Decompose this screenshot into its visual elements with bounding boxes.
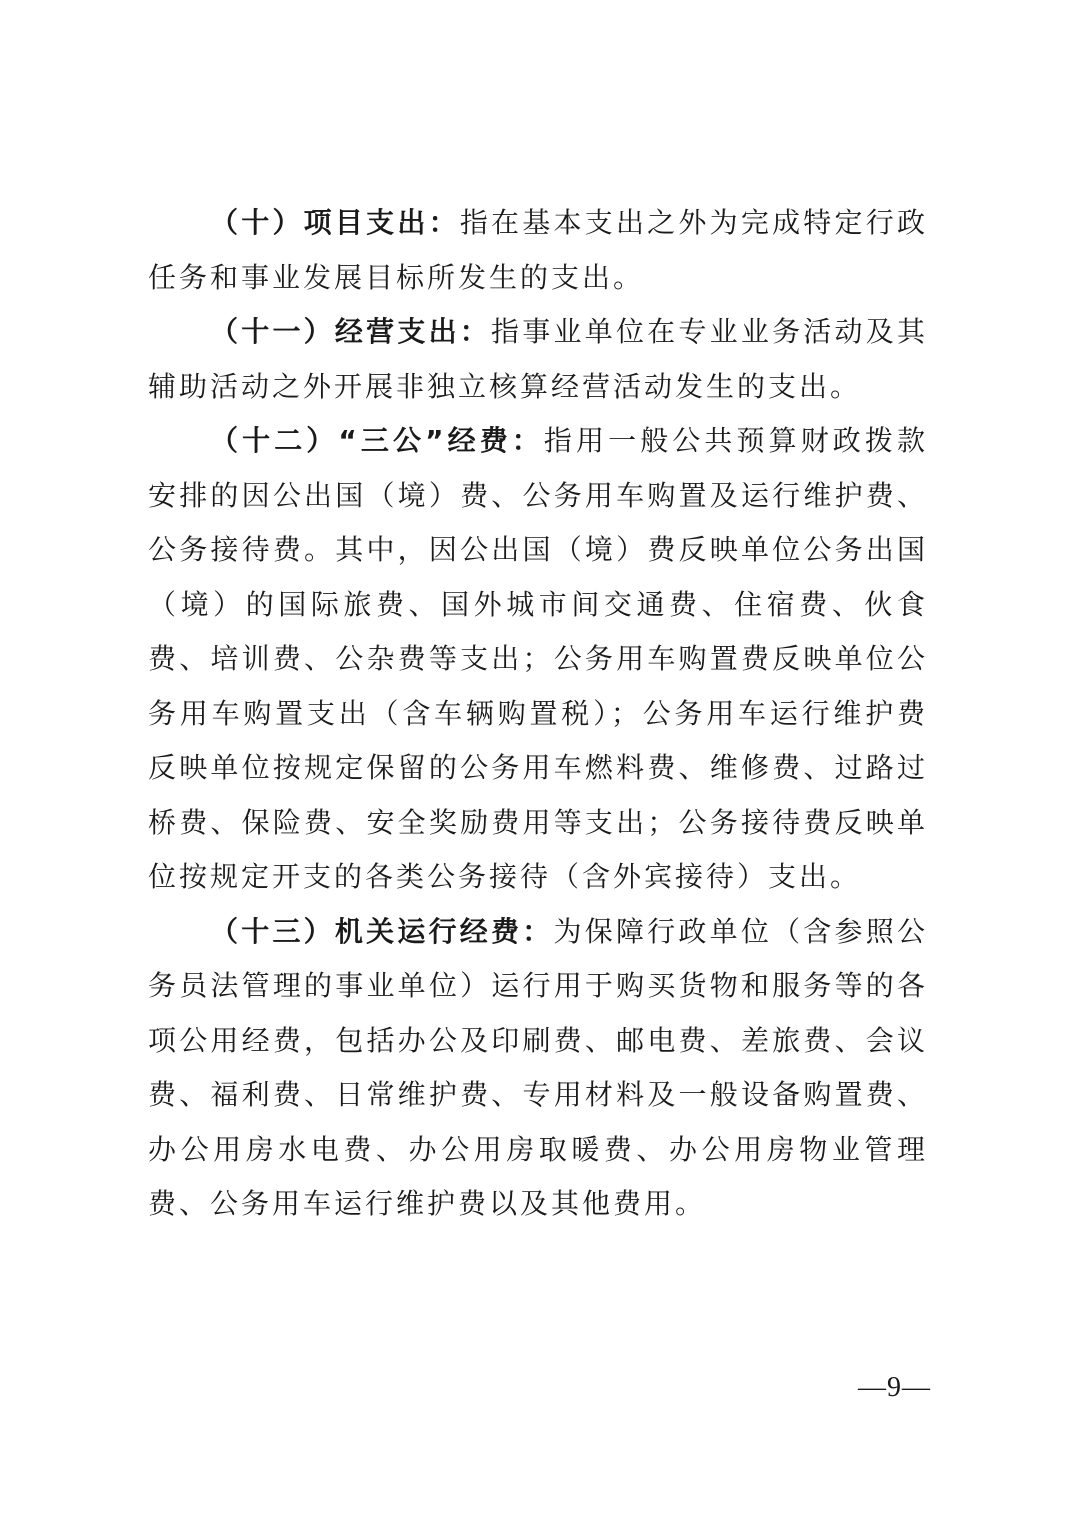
definition-agency-operating-funds: 为保障行政单位（含参照公务员法管理的事业单位）运行用于购买货物和服务等的各项公用经费，包括办公及印刷费、邮电费、差旅费、会议费、福利费、日常维护费、专用材料及一般设备购置费、办公用房水电费、办公用房取暖费、办公用房物业管理费、公务用车运行维护费以及其他费用。 — [148, 914, 928, 1220]
document-body — [148, 196, 928, 1232]
definition-operating-expenditure: 指事业单位在专业业务活动及其辅助活动之外开展非独立核算经营活动发生的支出。 — [148, 315, 928, 403]
paragraph-agency-operating-funds — [148, 905, 928, 1232]
definition-three-public-expenses: 指用一般公共预算财政拨款安排的因公出国（境）费、公务用车购置及运行维护费、公务接待费。其中，因公出国（境）费反映单位公务出国（境）的国际旅费、国外城市间交通费、住宿费、伙食费、培训费、公杂费等支出；公务用车购置费反映单位公务用车购置支出（含车辆购置税）；公务用车运行维护费反映单位按规定保留的公务用车燃料费、维修费、过路过桥费、保险费、安全奖励费用等支出；公务接待费反映单位按规定开支的各类公务接待（含外宾接待）支出。 — [148, 424, 928, 893]
page-number: —9— — [858, 1372, 931, 1403]
paragraph-operating-expenditure — [148, 305, 928, 414]
definition-project-expenditure: 指在基本支出之外为完成特定行政任务和事业发展目标所发生的支出。 — [148, 206, 928, 294]
term-agency-operating-funds: （十三）机关运行经费： — [210, 914, 554, 948]
term-three-public-expenses: （十二）“三公”经费： — [210, 424, 544, 457]
term-project-expenditure: （十）项目支出： — [210, 206, 460, 239]
term-operating-expenditure: （十一）经营支出： — [210, 315, 492, 348]
paragraph-project-expenditure — [148, 196, 928, 305]
paragraph-three-public-expenses — [148, 414, 928, 905]
